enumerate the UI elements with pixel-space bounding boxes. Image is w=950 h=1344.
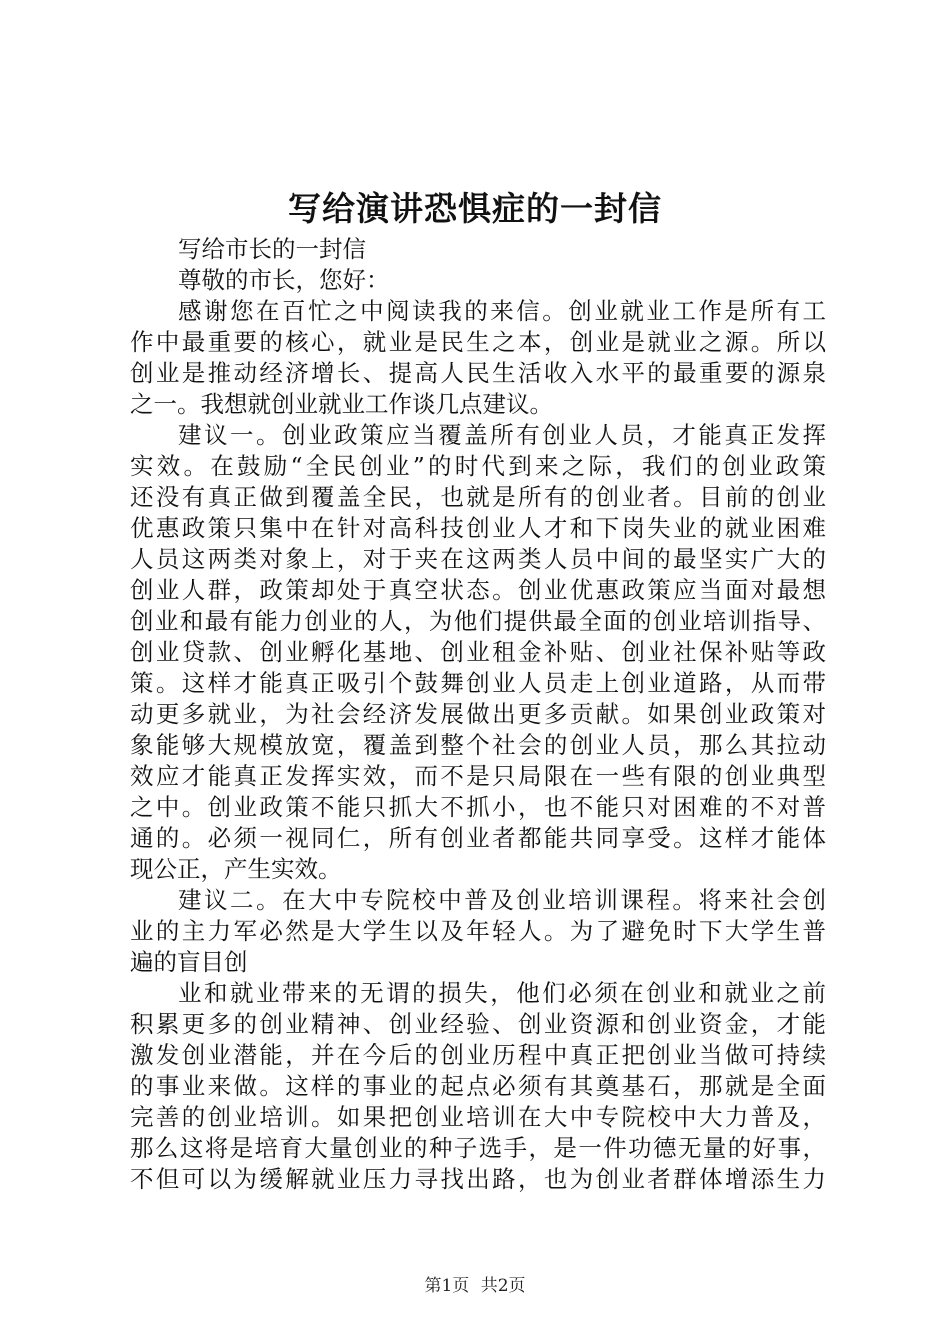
text-line: 的事业来做。这样的事业的起点必须有其奠基石，那就是全面 <box>130 1072 826 1100</box>
text-line: 之一。我想就创业就业工作谈几点建议。 <box>130 390 553 418</box>
text-line: 优惠政策只集中在针对高科技创业人才和下岗失业的就业困难 <box>130 514 826 542</box>
page-total: 共2页 <box>480 1276 526 1296</box>
text-line: 业和就业带来的无谓的损失，他们必须在创业和就业之前 <box>178 979 826 1007</box>
text-line: 完善的创业培训。如果把创业培训在大中专院校中大力普及， <box>130 1103 826 1131</box>
text-line: 还没有真正做到覆盖全民，也就是所有的创业者。目前的创业 <box>130 483 826 511</box>
text-line: 人员这两类对象上，对于夹在这两类人员中间的最坚实广大的 <box>130 545 826 573</box>
text-line: 不但可以为缓解就业压力寻找出路，也为创业者群体增添生力 <box>130 1165 826 1193</box>
document-title: 写给演讲恐惧症的一封信 <box>288 189 662 228</box>
text-line: 象能够大规模放宽，覆盖到整个社会的创业人员，那么其拉动 <box>130 731 826 759</box>
text-line: 作中最重要的核心，就业是民生之本，创业是就业之源。所以 <box>130 328 826 356</box>
text-line: 动更多就业，为社会经济发展做出更多贡献。如果创业政策对 <box>130 700 826 728</box>
page-number: 第1页 <box>424 1276 470 1296</box>
text-line: 创业人群，政策却处于真空状态。创业优惠政策应当面对最想 <box>130 576 826 604</box>
text-line: 感谢您在百忙之中阅读我的来信。创业就业工作是所有工 <box>178 297 826 325</box>
document-body <box>130 234 826 1195</box>
text-line: 那么这将是培育大量创业的种子选手，是一件功德无量的好事， <box>130 1134 826 1162</box>
text-line: 通的。必须一视同仁，所有创业者都能共同享受。这样才能体 <box>130 824 826 852</box>
text-line: 创业和最有能力创业的人，为他们提供最全面的创业培训指导、 <box>130 607 826 635</box>
text-line: 效应才能真正发挥实效，而不是只局限在一些有限的创业典型 <box>130 762 826 790</box>
text-line: 尊敬的市长，您好： <box>178 266 390 294</box>
text-line: 创业贷款、创业孵化基地、创业租金补贴、创业社保补贴等政 <box>130 638 826 666</box>
text-line: 创业是推动经济增长、提高人民生活收入水平的最重要的源泉 <box>130 359 826 387</box>
text-line: 实效。在鼓励“全民创业”的时代到来之际，我们的创业政策 <box>130 452 826 480</box>
text-line: 写给市长的一封信 <box>178 235 366 263</box>
text-line: 策。这样才能真正吸引个鼓舞创业人员走上创业道路，从而带 <box>130 669 826 697</box>
text-line: 积累更多的创业精神、创业经验、创业资源和创业资金，才能 <box>130 1010 826 1038</box>
text-line: 遍的盲目创 <box>130 948 248 976</box>
text-line: 激发创业潜能，并在今后的创业历程中真正把创业当做可持续 <box>130 1041 826 1069</box>
page-footer <box>0 1274 950 1298</box>
text-line: 建议一。创业政策应当覆盖所有创业人员，才能真正发挥 <box>178 421 826 449</box>
text-line: 现公正，产生实效。 <box>130 855 342 883</box>
text-line: 业的主力军必然是大学生以及年轻人。为了避免时下大学生普 <box>130 917 826 945</box>
text-line: 建议二。在大中专院校中普及创业培训课程。将来社会创 <box>178 886 826 914</box>
text-line: 之中。创业政策不能只抓大不抓小，也不能只对困难的不对普 <box>130 793 826 821</box>
